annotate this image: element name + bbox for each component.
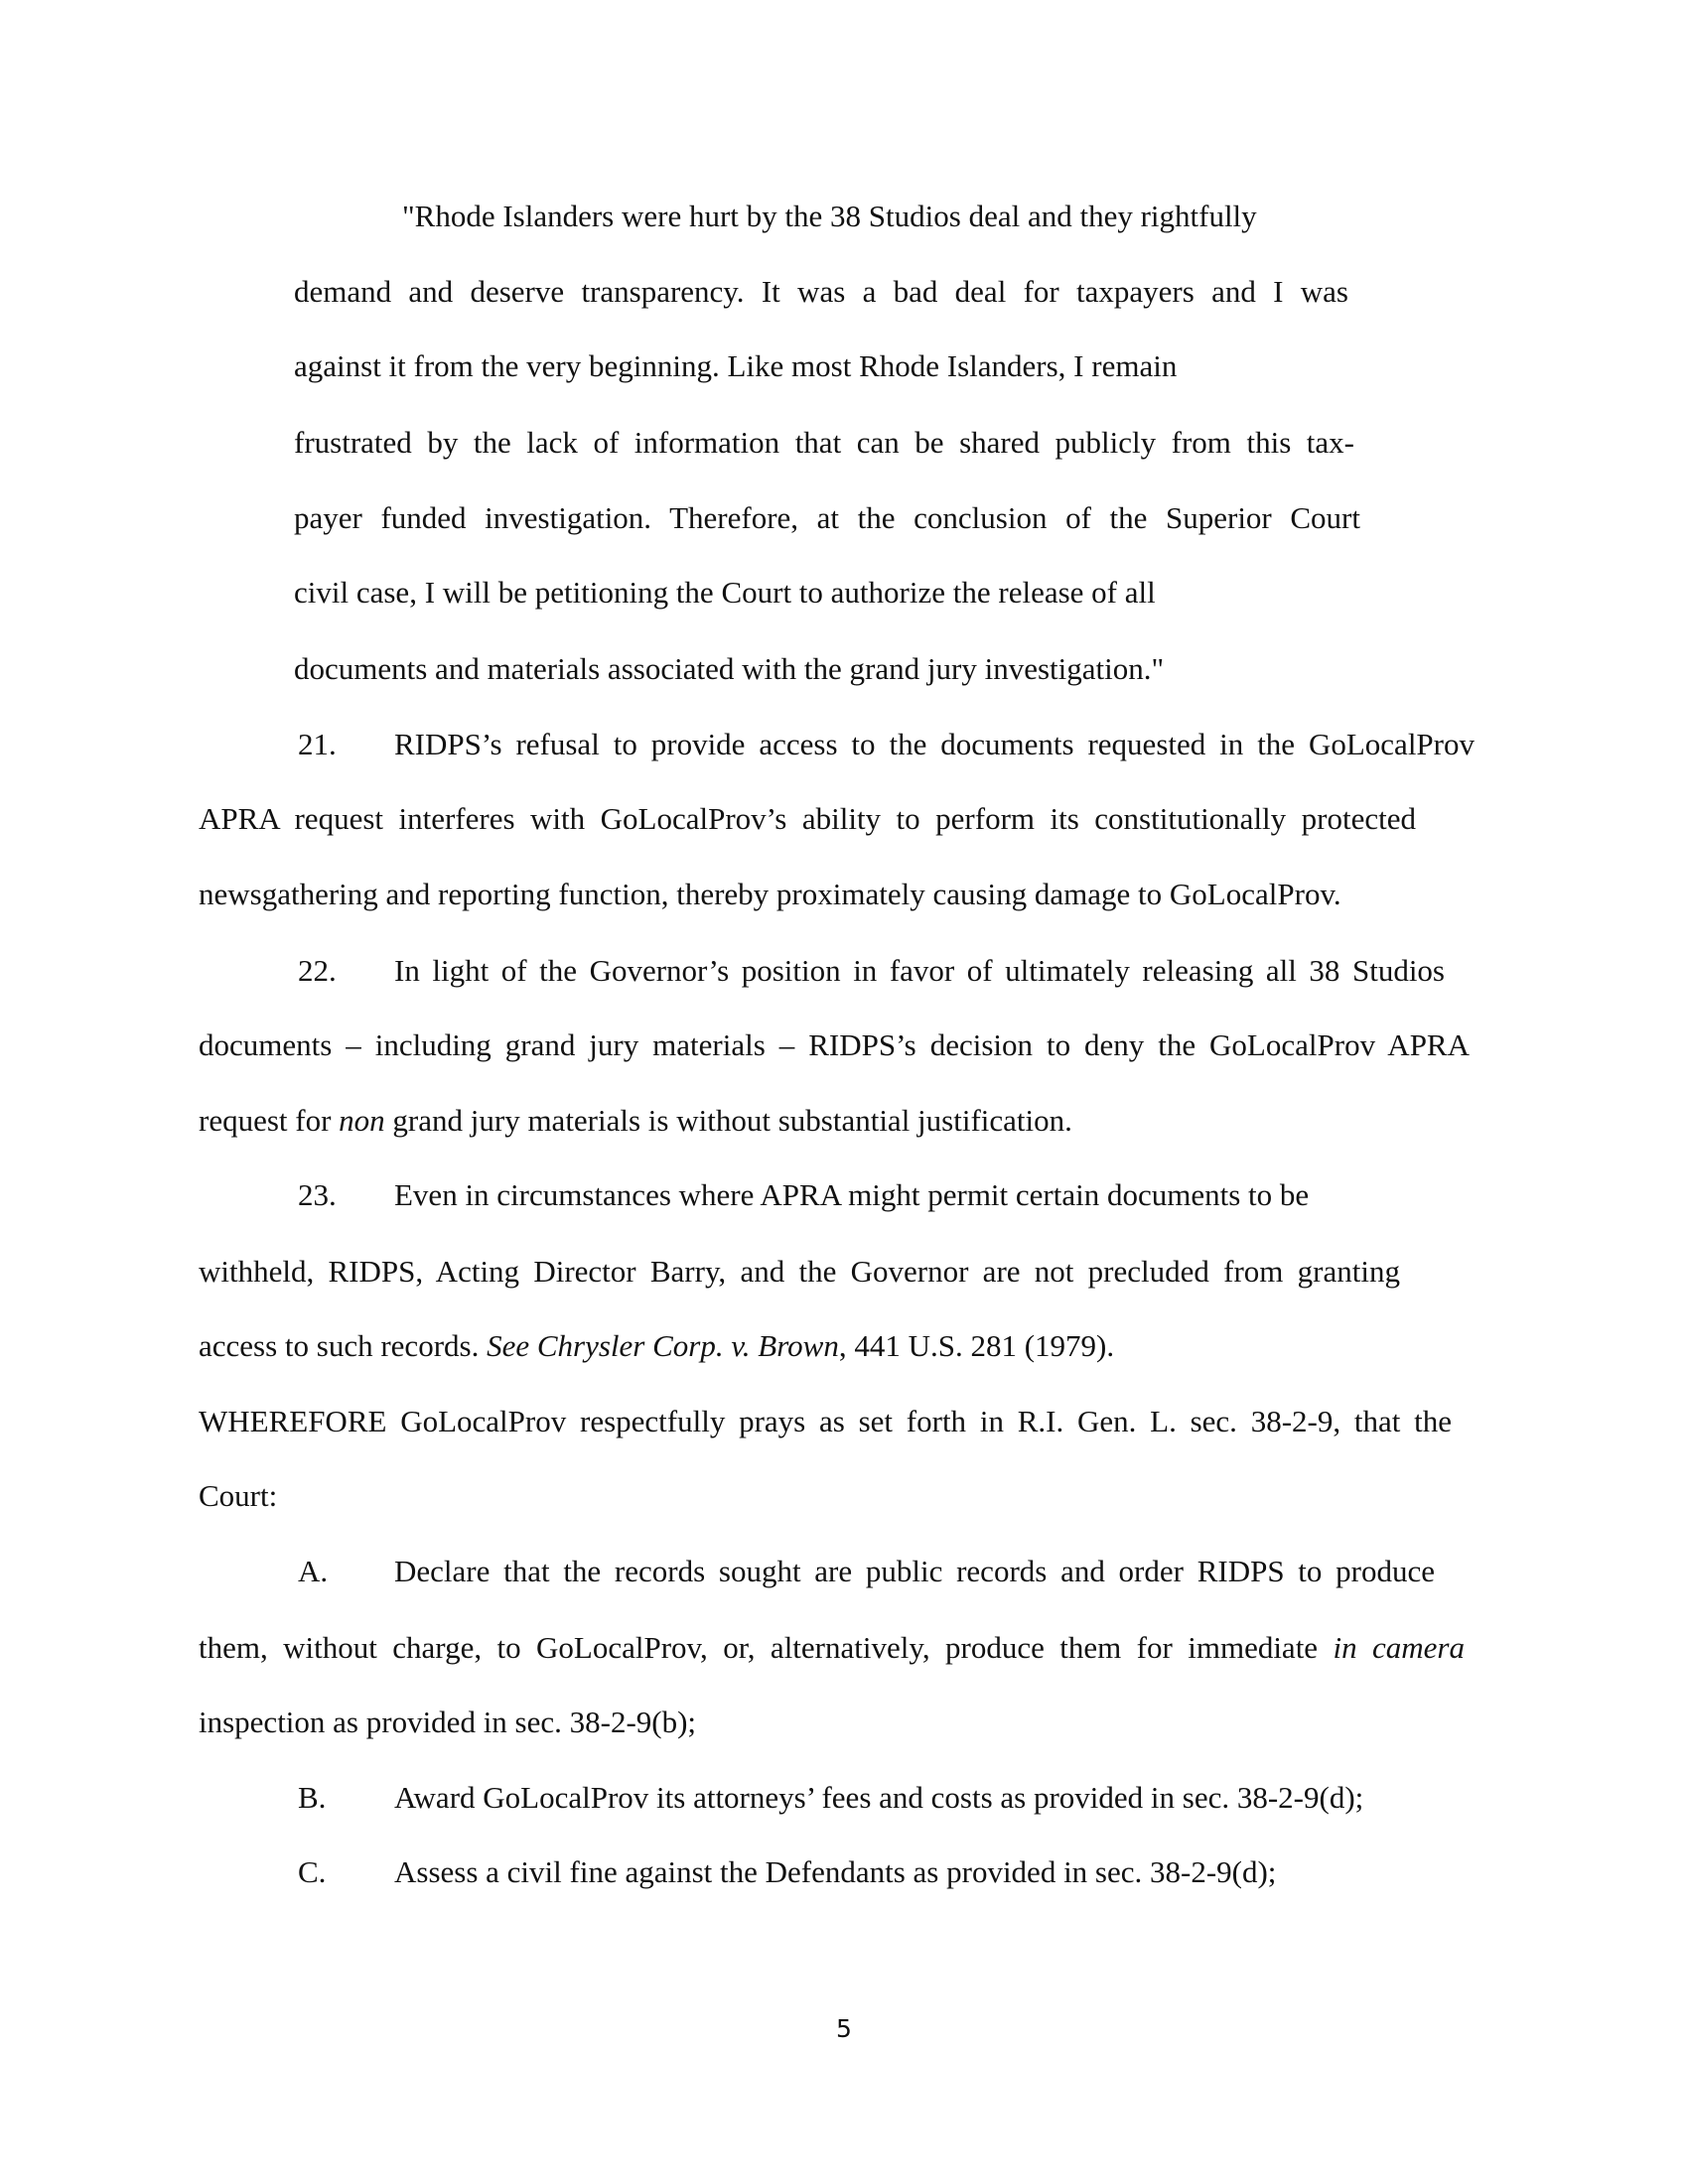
case-citation: See Chrysler Corp. v. Brown: [487, 1328, 839, 1363]
paragraph-line: withheld, RIDPS, Acting Director Barry, and the Governor are not precluded from granting: [199, 1254, 1400, 1289]
paragraph-line: APRA request interferes with GoLocalProv’s ability to perform its constitutionally protected: [199, 801, 1416, 836]
quote-line: civil case, I will be petitioning the Court to authorize the release of all: [294, 575, 1156, 610]
paragraph-line: documents – including grand jury materials – RIDPS’s decision to deny the GoLocalProv APRA: [199, 1027, 1470, 1062]
prayer-line: Award GoLocalProv its attorneys’ fees and costs as provided in sec. 38-2-9(d);: [394, 1780, 1364, 1815]
wherefore-line: Court:: [199, 1478, 278, 1513]
quote-line: documents and materials associated with the grand jury investigation.": [294, 651, 1165, 686]
paragraph-line: newsgathering and reporting function, thereby proximately causing damage to GoLocalProv.: [199, 877, 1341, 911]
paragraph-number: 23.: [298, 1177, 337, 1212]
paragraph-line: RIDPS’s refusal to provide access to the documents requested in the GoLocalProv: [394, 727, 1475, 761]
paragraph-number: 22.: [298, 953, 337, 988]
text-segment: access to such records.: [199, 1328, 488, 1363]
paragraph-line: [199, 1328, 1114, 1364]
quote-line: payer funded investigation. Therefore, at the conclusion of the Superior Court: [294, 500, 1360, 535]
paragraph-line: [199, 1103, 1072, 1139]
prayer-letter: A.: [298, 1554, 329, 1588]
prayer-line: [199, 1630, 1465, 1666]
paragraph-number: 21.: [298, 727, 337, 761]
emphasis-text: in camera: [1333, 1630, 1465, 1665]
emphasis-text: non: [339, 1103, 385, 1138]
text-segment: request for: [199, 1103, 340, 1138]
wherefore-line: WHEREFORE GoLocalProv respectfully prays as set forth in R.I. Gen. L. sec. 38-2-9, that the: [199, 1404, 1452, 1438]
prayer-line: Assess a civil fine against the Defendants as provided in sec. 38-2-9(d);: [394, 1854, 1277, 1889]
text-segment: grand jury materials is without substantial justification.: [384, 1103, 1072, 1138]
text-segment: them, without charge, to GoLocalProv, or, alternatively, produce them for immediate: [199, 1630, 1334, 1665]
prayer-line: inspection as provided in sec. 38-2-9(b);: [199, 1705, 697, 1739]
prayer-line: Declare that the records sought are public records and order RIDPS to produce: [394, 1554, 1435, 1588]
prayer-letter: C.: [298, 1854, 327, 1889]
quote-line: "Rhode Islanders were hurt by the 38 Studios deal and they rightfully: [402, 199, 1257, 233]
paragraph-line: In light of the Governor’s position in favor of ultimately releasing all 38 Studios: [394, 953, 1445, 988]
text-segment: , 441 U.S. 281 (1979).: [838, 1328, 1115, 1363]
quote-line: against it from the very beginning. Like most Rhode Islanders, I remain: [294, 348, 1178, 383]
page-number: 5: [836, 2014, 852, 2043]
paragraph-line: Even in circumstances where APRA might permit certain documents to be: [394, 1177, 1310, 1212]
quote-line: frustrated by the lack of information that can be shared publicly from this tax-: [294, 425, 1354, 460]
quote-line: demand and deserve transparency. It was a bad deal for taxpayers and I was: [294, 274, 1348, 309]
prayer-letter: B.: [298, 1780, 327, 1815]
